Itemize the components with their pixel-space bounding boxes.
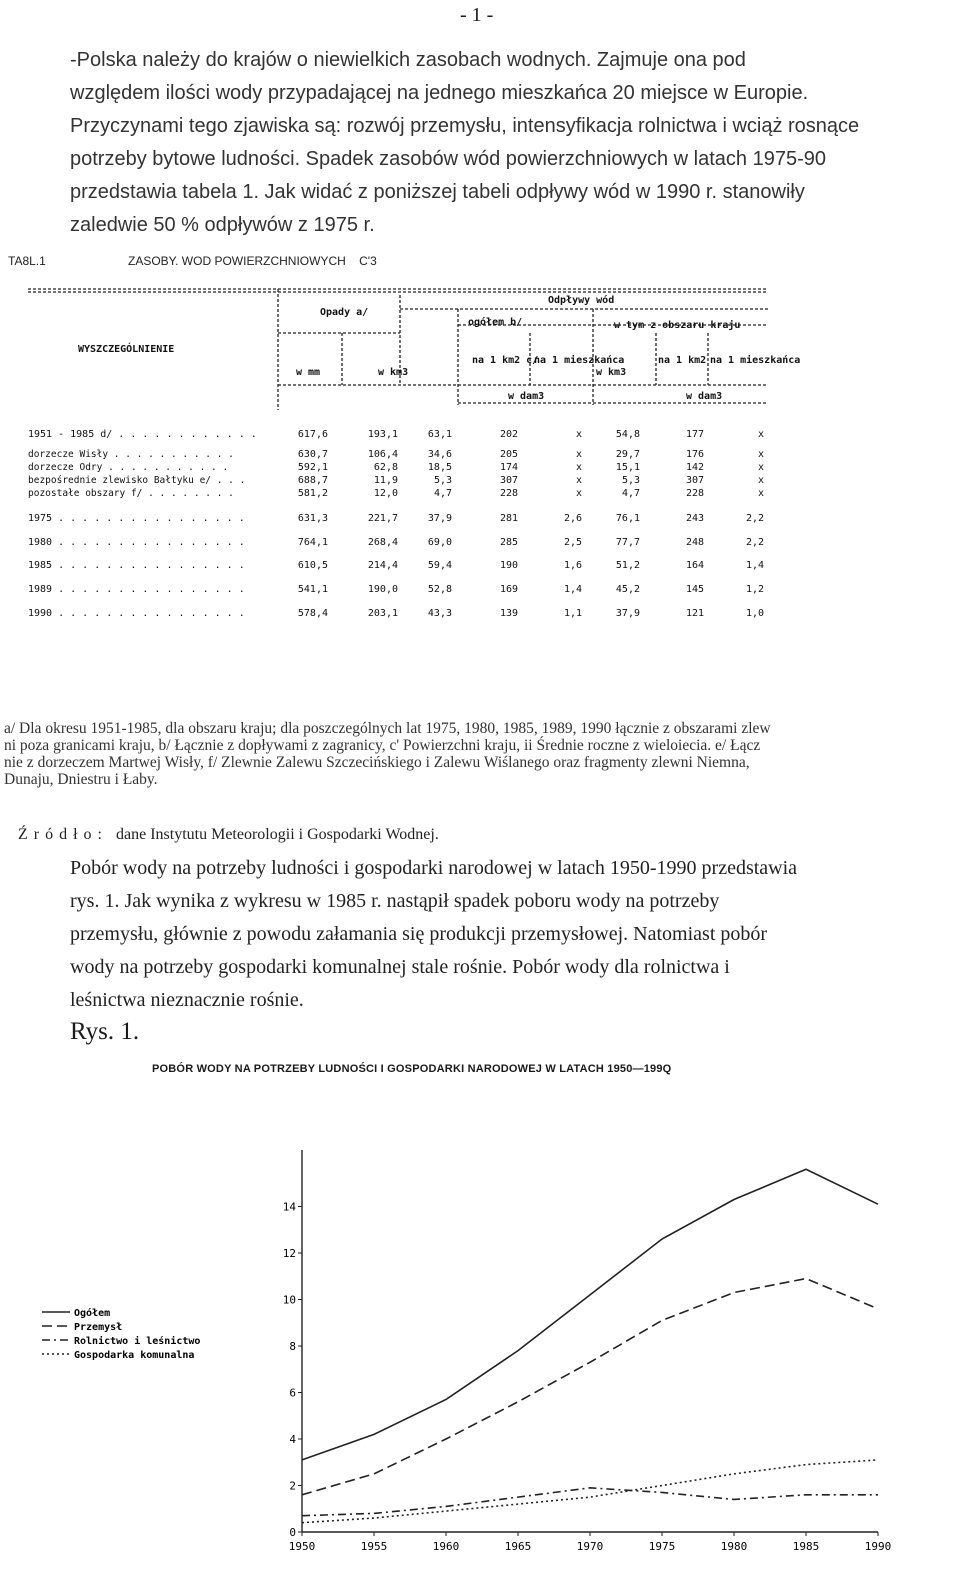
col-per-capita-domestic: na 1 mieszkańca: [710, 355, 801, 366]
precip-header: Opady a/: [320, 307, 369, 318]
y-tick-label: 8: [289, 1340, 296, 1353]
table-row-label: pozostałe obszary f/ . . . . . . . .: [28, 488, 234, 499]
table-cell: 578,4: [297, 608, 328, 619]
table-row-label: 1990 . . . . . . . . . . . . . . . .: [28, 608, 245, 619]
col-per-km2: na 1 km2 c/: [472, 355, 539, 366]
x-tick-label: 1980: [720, 1540, 748, 1553]
table-cell: 285: [499, 537, 518, 548]
x-tick-label: 1960: [432, 1540, 460, 1553]
table-cell: 581,2: [297, 488, 328, 499]
outflow-header: Odpływy wód: [548, 295, 615, 306]
x-tick-label: 1975: [648, 1540, 676, 1553]
source-label: Źródło:: [18, 826, 108, 843]
table-cell: 228: [499, 488, 518, 499]
table-cell: 268,4: [367, 537, 398, 548]
table-cell: x: [757, 462, 764, 473]
table-row-label: bezpośrednie zlewisko Bałtyku e/ . . .: [28, 475, 246, 486]
table-cell: 1,0: [745, 608, 764, 619]
table-cell: 54,8: [615, 429, 640, 440]
table-cell: 2,6: [563, 513, 582, 524]
table-cell: 190,0: [367, 584, 398, 595]
table-cell: 307: [685, 475, 704, 486]
table-cell: 37,9: [427, 513, 452, 524]
table-cell: 1,1: [563, 608, 582, 619]
table-cell: 76,1: [615, 513, 640, 524]
table-cell: 139: [499, 608, 518, 619]
unit-dam3-domestic: w dam3: [686, 391, 723, 402]
row-header: WYSZCZEGÓLNIENIE: [78, 344, 175, 355]
intro-line: -Polska należy do krajów o niewielkich zasobach wodnych. Zajmuje ona pod: [70, 49, 746, 71]
table-cell: 228: [685, 488, 704, 499]
intro-line: względem ilości wody przypadającej na jednego mieszkańca 20 miejsce w Europie.: [70, 82, 809, 104]
table-cell: 15,1: [615, 462, 640, 473]
table-cell: 5,3: [433, 475, 452, 486]
water-use-chart: [20, 1100, 940, 1582]
x-tick-label: 1985: [792, 1540, 820, 1553]
table-cell: 1,2: [745, 584, 764, 595]
table-cell: 1,4: [563, 584, 582, 595]
intro-line: potrzeby bytowe ludności. Spadek zasobów wód powierzchniowych w latach 1975-90: [70, 148, 826, 170]
intro-paragraph: [70, 44, 900, 242]
col-km3-domestic: w km3: [596, 367, 627, 378]
domestic-header: w tym z obszaru kraju: [614, 320, 741, 331]
table-cell: 190: [499, 560, 518, 571]
table-cell: 4,7: [621, 488, 640, 499]
figure-label: Rys. 1.: [70, 1018, 140, 1045]
intro-line: zaledwie 50 % odpływów z 1975 r.: [70, 214, 375, 236]
y-tick-label: 14: [282, 1200, 296, 1214]
series-line-2: [302, 1488, 878, 1516]
legend-label: Ogółem: [74, 1308, 111, 1319]
legend-label: Przemysł: [74, 1322, 123, 1333]
table-cell: 59,4: [427, 560, 452, 571]
table-row-label: 1951 - 1985 d/ . . . . . . . . . . . .: [28, 429, 257, 440]
x-tick-label: 1990: [864, 1540, 892, 1553]
col-km3: w km3: [378, 367, 409, 378]
table-cell: 176: [685, 449, 704, 460]
table-label: TA8L.1: [8, 254, 46, 268]
table-cell: 142: [685, 462, 704, 473]
table-cell: 631,3: [297, 513, 328, 524]
table-cell: 592,1: [297, 462, 328, 473]
table-cell: 617,6: [297, 429, 328, 440]
table-cell: 37,9: [615, 608, 640, 619]
table-cell: 63,1: [427, 429, 452, 440]
x-tick-label: 1950: [288, 1540, 316, 1553]
table-cell: 177: [685, 429, 704, 440]
table-cell: 69,0: [427, 537, 452, 548]
col-per-capita: na 1 mieszkańca: [534, 355, 625, 366]
table-notes: [4, 720, 954, 788]
series-line-1: [302, 1279, 878, 1495]
table-cell: 43,3: [427, 608, 452, 619]
table-cell: x: [757, 475, 764, 486]
table-cell: 18,5: [427, 462, 452, 473]
y-tick-label: 12: [282, 1247, 296, 1260]
note-line: ni poza granicami kraju, b/ Łącznie z dopływami z zagranicy, c' Powierzchni kraju, ii Średnie roczne z wieloiecia. e/ Łącz: [4, 737, 761, 754]
table-cell: 62,8: [373, 462, 398, 473]
table-cell: 214,4: [367, 560, 398, 571]
table-cell: 202: [499, 429, 518, 440]
table-cell: x: [575, 449, 582, 460]
unit-dam3: w dam3: [508, 391, 545, 402]
table-cell: x: [575, 475, 582, 486]
table-cell: 307: [499, 475, 518, 486]
table-cell: 11,9: [373, 475, 398, 486]
table-cell: 77,7: [615, 537, 640, 548]
table-title: ZASOBY. WOD POWIERZCHNIOWYCH: [128, 254, 346, 268]
table-cell: 121: [685, 608, 704, 619]
intro-line: przedstawia tabela 1. Jak widać z poniższej tabeli odpływy wód w 1990 r. stanowiły: [70, 181, 805, 203]
table-cell: x: [757, 449, 764, 460]
table-cell: 243: [685, 513, 704, 524]
note-line: nie z dorzeczem Martwej Wisły, f/ Zlewnie Zalewu Szczecińskiego i Zalewu Wiślanego oraz fragmenty zlewni Niemna,: [4, 754, 750, 771]
table-cell: 2,5: [563, 537, 582, 548]
table-cell: 34,6: [427, 449, 452, 460]
y-tick-label: 10: [282, 1293, 296, 1307]
table-cell: 5,3: [621, 475, 640, 486]
table-cell: 1,6: [563, 560, 582, 571]
table-cell: 169: [499, 584, 518, 595]
water-resources-table: [28, 285, 801, 635]
table-cell: x: [575, 488, 582, 499]
table-cell: 205: [499, 449, 518, 460]
series-line-3: [302, 1460, 878, 1523]
series-line-0: [302, 1169, 878, 1460]
page-number: - 1 -: [460, 4, 494, 26]
table-code: C'3: [359, 254, 377, 268]
table-cell: x: [757, 488, 764, 499]
table-cell: 106,4: [367, 449, 398, 460]
table-cell: 51,2: [615, 560, 640, 571]
note-line: Dunaju, Dniestru i Łaby.: [4, 771, 158, 788]
para-line: przemysłu, głównie z powodu załamania się produkcji przemysłowej. Natomiast pobór: [70, 923, 768, 945]
table-cell: 52,8: [427, 584, 452, 595]
intro-line: Przyczynami tego zjawiska są: rozwój przemysłu, intensyfikacja rolnictwa i wciąż rosnące: [70, 115, 860, 137]
col-per-km2-domestic: na 1 km2: [658, 355, 707, 366]
figure-title: POBÓR WODY NA POTRZEBY LUDNOŚCI I GOSPODARKI NARODOWEJ W LATACH 1950—199Q: [152, 1063, 672, 1075]
total-header: ogółem b/: [468, 317, 523, 328]
source-text: dane Instytutu Meteorologii i Gospodarki Wodnej.: [116, 826, 439, 843]
x-tick-label: 1955: [360, 1540, 388, 1553]
table-cell: 193,1: [367, 429, 398, 440]
table-row-label: 1975 . . . . . . . . . . . . . . . .: [28, 513, 245, 524]
table-cell: 203,1: [367, 608, 398, 619]
table-cell: 630,7: [297, 449, 328, 460]
table-cell: 145: [685, 584, 704, 595]
table-cell: x: [575, 462, 582, 473]
table-row-label: 1985 . . . . . . . . . . . . . . . .: [28, 560, 245, 571]
table-cell: x: [575, 429, 582, 440]
x-tick-label: 1965: [504, 1540, 532, 1553]
x-tick-label: 1970: [576, 1540, 604, 1553]
table-cell: 610,5: [297, 560, 328, 571]
table-row-label: dorzecze Odry . . . . . . . . . . .: [28, 462, 229, 473]
y-tick-label: 2: [289, 1479, 296, 1493]
table-cell: 12,0: [373, 488, 398, 499]
legend-label: Rolnictwo i leśnictwo: [74, 1336, 201, 1347]
table-cell: 248: [685, 537, 704, 548]
y-tick-label: 6: [289, 1386, 296, 1400]
table-row-label: 1989 . . . . . . . . . . . . . . . .: [28, 584, 245, 595]
col-mm: w mm: [296, 367, 321, 378]
table-cell: 1,4: [745, 560, 764, 571]
table-cell: 2,2: [745, 537, 764, 548]
table-cell: 45,2: [615, 584, 640, 595]
table-cell: x: [757, 429, 764, 440]
table-cell: 221,7: [367, 513, 398, 524]
table-cell: 764,1: [297, 537, 328, 548]
table-cell: 688,7: [297, 475, 328, 486]
table-cell: 164: [685, 560, 704, 571]
y-tick-label: 0: [289, 1526, 296, 1539]
table-cell: 281: [499, 513, 518, 524]
para-line: wody na potrzeby gospodarki komunalnej stale rośnie. Pobór wody dla rolnictwa i: [70, 956, 730, 978]
legend-label: Gospodarka komunalna: [74, 1350, 195, 1361]
table-row-label: 1980 . . . . . . . . . . . . . . . .: [28, 537, 245, 548]
y-tick-label: 4: [289, 1433, 296, 1446]
table-cell: 4,7: [433, 488, 452, 499]
para-line: Pobór wody na potrzeby ludności i gospodarki narodowej w latach 1950-1990 przedstawia: [70, 857, 798, 879]
note-line: a/ Dla okresu 1951-1985, dla obszaru kraju; dla poszczególnych lat 1975, 1980, 1985, 1989, 1990 łącznie z obszarami zlew: [4, 720, 771, 737]
table-cell: 2,2: [745, 513, 764, 524]
table-caption: [8, 254, 608, 268]
chart-description: [70, 852, 900, 1017]
table-cell: 174: [499, 462, 518, 473]
source-line: [18, 826, 439, 844]
table-row-label: dorzecze Wisły . . . . . . . . . . .: [28, 449, 234, 460]
para-line: leśnictwa nieznacznie rośnie.: [70, 989, 304, 1011]
table-cell: 29,7: [615, 449, 640, 460]
para-line: rys. 1. Jak wynika z wykresu w 1985 r. nastąpił spadek poboru wody na potrzeby: [70, 890, 720, 912]
table-cell: 541,1: [297, 584, 328, 595]
